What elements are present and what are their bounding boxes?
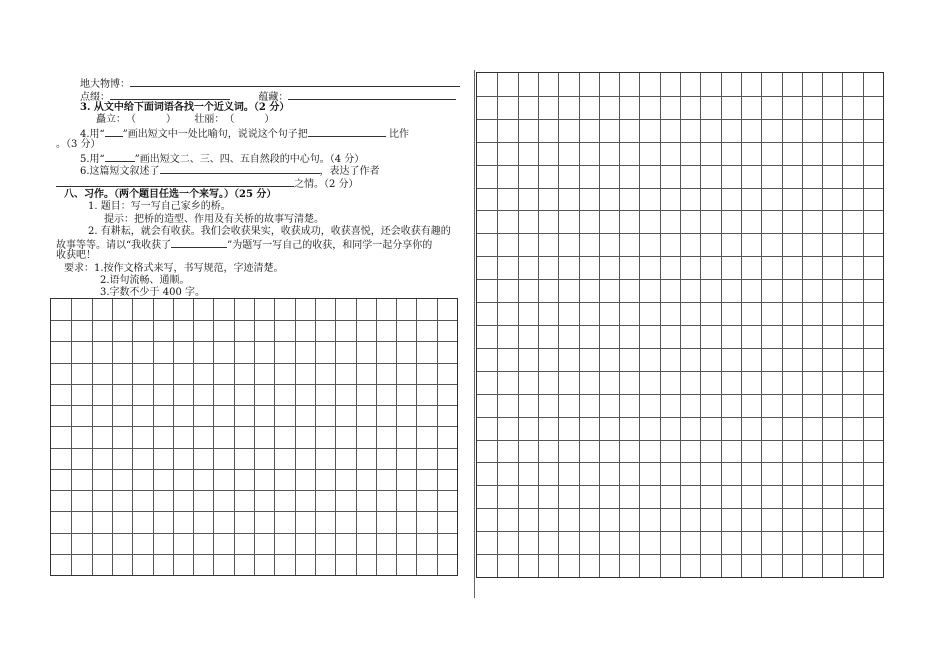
vocab-2-blank[interactable]	[110, 89, 230, 100]
q5-text-a: 5.用“	[80, 154, 105, 165]
q6-text-b: ，表达了作者	[319, 166, 380, 177]
topic-1: 1. 题目：写一写自己家乡的桥。	[88, 201, 231, 212]
q3-answer2[interactable]: （ ）	[224, 114, 275, 125]
grid-column-line	[173, 299, 174, 575]
q3-word2: 壮丽：	[194, 114, 225, 125]
grid-column-line	[92, 299, 93, 575]
q6-text-c: 之情。（2 分）	[294, 179, 359, 190]
writing-grid-left[interactable]	[50, 298, 458, 576]
grid-row-line	[51, 554, 457, 555]
grid-row-line	[477, 96, 883, 97]
grid-row-line	[477, 462, 883, 463]
q4-answer-blank[interactable]	[308, 126, 386, 137]
grid-row-line	[477, 508, 883, 509]
vocab-1-label: 地大物博：	[80, 79, 130, 90]
grid-column-line	[213, 299, 214, 575]
grid-column-line	[416, 299, 417, 575]
q3-words	[96, 113, 274, 126]
grid-row-line	[477, 325, 883, 326]
q3-word1: 矗立：	[96, 114, 126, 125]
grid-column-line	[356, 299, 357, 575]
grid-row-line	[51, 533, 457, 534]
topic-2-line-2	[56, 237, 432, 252]
grid-row-line	[477, 302, 883, 303]
grid-column-line	[71, 299, 72, 575]
grid-column-line	[396, 299, 397, 575]
topic-2-line-1: 2. 有耕耘，就会有收获。我们会收获果实，收获成功，收获喜悦，还会收获有趣的	[88, 226, 451, 237]
grid-row-line	[477, 188, 883, 189]
q3-answer1[interactable]: （ ）	[126, 114, 176, 125]
vocab-1-blank[interactable]	[130, 76, 460, 87]
grid-row-line	[477, 142, 883, 143]
q4-text-c: 比作	[388, 129, 409, 140]
vocab-3-label: 蕴藏：	[258, 92, 289, 103]
grid-row-line	[51, 469, 457, 470]
grid-row-line	[477, 531, 883, 532]
q6-text-a: 6.这篇短文叙述了	[80, 166, 160, 177]
grid-row-line	[477, 119, 883, 120]
grid-column-line	[112, 299, 113, 575]
q6-blank-1[interactable]	[160, 163, 320, 174]
q5-mark-blank	[105, 151, 135, 162]
grid-column-line	[274, 299, 275, 575]
topic-1-hint: 提示：把桥的造型、作用及有关桥的故事写清楚。	[104, 214, 324, 225]
topic-2-text-b: ”为题写一写自己的收获，和同学一起分享你的	[227, 240, 433, 251]
grid-column-line	[132, 299, 133, 575]
grid-row-line	[477, 165, 883, 166]
grid-row-line	[51, 448, 457, 449]
grid-row-line	[51, 341, 457, 342]
topic-2-title-blank[interactable]	[171, 237, 227, 248]
requirement-3: 3.字数不少于 400 字。	[100, 287, 205, 298]
grid-column-line	[234, 299, 235, 575]
grid-row-line	[477, 256, 883, 257]
grid-row-line	[51, 490, 457, 491]
page-divider	[474, 70, 475, 598]
grid-column-line	[437, 299, 438, 575]
q6-blank-2[interactable]	[56, 176, 294, 187]
vocab-3-blank[interactable]	[288, 89, 456, 100]
grid-column-line	[254, 299, 255, 575]
grid-row-line	[477, 210, 883, 211]
grid-row-line	[51, 363, 457, 364]
q5-text-b: ”画出短文二、三、四、五自然段的中心句。（4 分）	[134, 154, 365, 165]
grid-row-line	[51, 320, 457, 321]
q4-text-b: ”画出短文中一处比喻句，说说这个句子把	[122, 129, 308, 140]
q4-score: 。（3 分）	[56, 139, 101, 150]
topic-2-text-a: 故事等等。请以“我收获了	[56, 240, 172, 251]
q4-line	[80, 126, 409, 141]
grid-row-line	[477, 440, 883, 441]
section-8-title: 八、习作。（两个题目任选一个来写。）（25 分）	[64, 189, 277, 200]
q3-title: 3. 从文中给下面词语各找一个近义词。（2 分）	[80, 102, 290, 113]
grid-column-line	[376, 299, 377, 575]
grid-row-line	[477, 485, 883, 486]
grid-row-line	[477, 279, 883, 280]
grid-row-line	[477, 371, 883, 372]
grid-row-line	[477, 417, 883, 418]
grid-row-line	[477, 394, 883, 395]
grid-column-line	[193, 299, 194, 575]
topic-2-line-3: 收获吧！	[56, 250, 96, 261]
writing-grid-right[interactable]	[476, 72, 884, 578]
vocab-2-label: 点缀：	[80, 92, 110, 103]
grid-column-line	[295, 299, 296, 575]
grid-row-line	[477, 233, 883, 234]
grid-row-line	[477, 554, 883, 555]
q4-mark-blank	[105, 126, 123, 137]
grid-row-line	[477, 348, 883, 349]
requirement-2: 2.语句流畅、通顺。	[100, 275, 190, 286]
grid-row-line	[51, 426, 457, 427]
grid-row-line	[51, 405, 457, 406]
grid-column-line	[335, 299, 336, 575]
grid-column-line	[315, 299, 316, 575]
grid-row-line	[51, 511, 457, 512]
requirement-1: 要求：1.按作文格式来写，书写规范，字迹清楚。	[64, 263, 284, 274]
grid-row-line	[51, 384, 457, 385]
grid-column-line	[153, 299, 154, 575]
q4-text-a: 4.用“	[80, 129, 105, 140]
